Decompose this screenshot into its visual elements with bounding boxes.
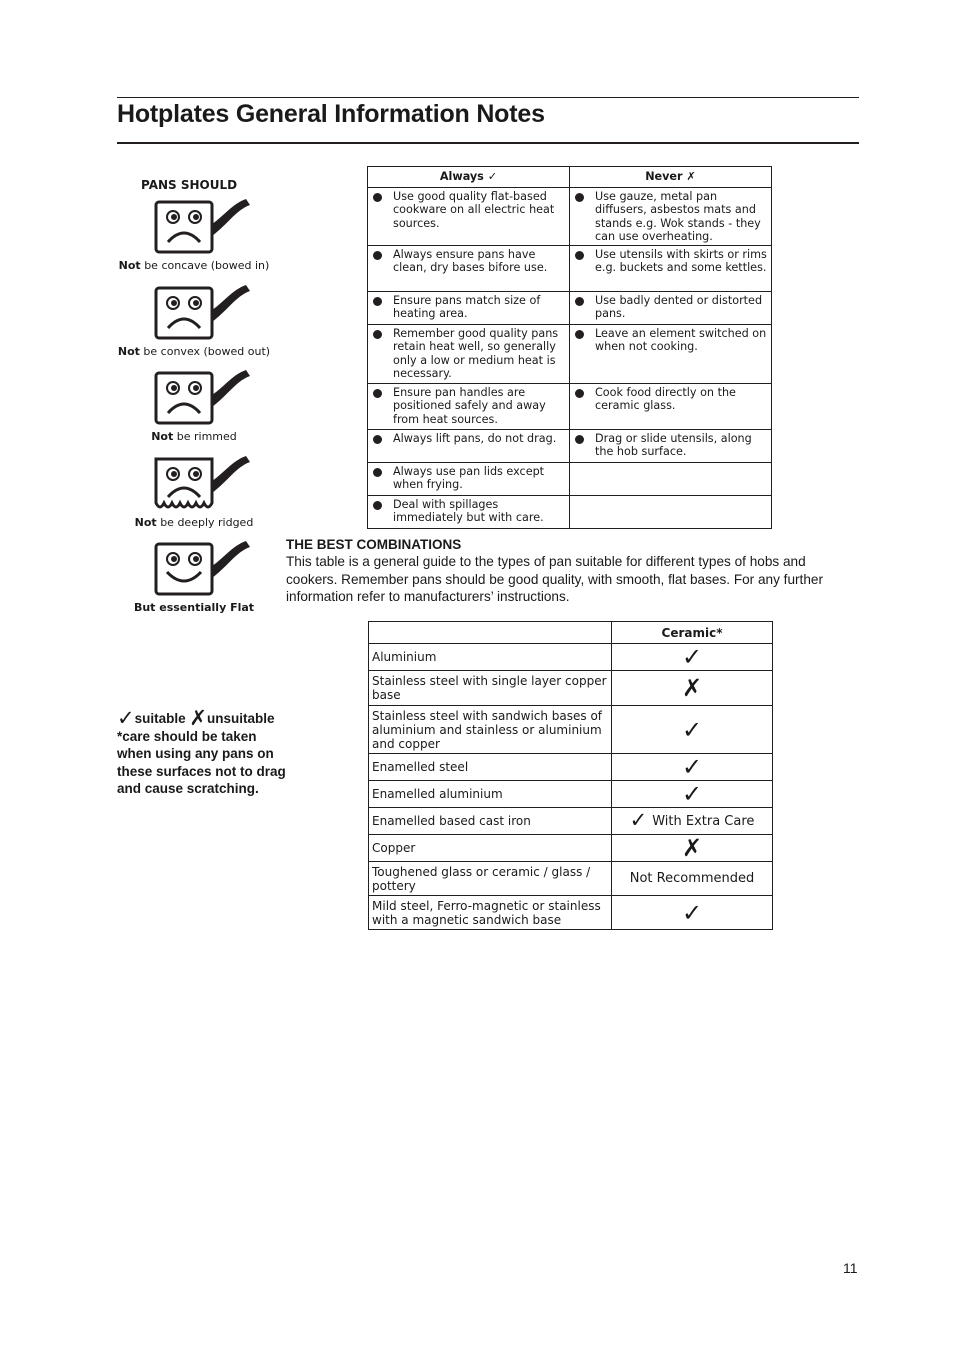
ceramic-note: Not Recommended [629, 870, 755, 886]
never-cell: Leave an element switched on when not cooking. [570, 325, 772, 384]
combinations-body: This table is a general guide to the types of pan suitable for different types of hobs and cookers. Remember pans should be good quality, with smooth, flat bases. For any further information refer to manufacturers’ instructions. [286, 554, 823, 604]
always-cell: Deal with spillages immediately but with care. [368, 496, 570, 529]
ceramic-cell [612, 671, 773, 706]
ceramic-cell [612, 835, 773, 862]
always-never-table [367, 166, 772, 529]
pan-item-rimmed [110, 367, 278, 443]
check-icon: ✓ [629, 808, 648, 832]
table-row [369, 671, 773, 706]
table-row [368, 246, 772, 292]
material-cell: Enamelled based cast iron [369, 808, 612, 835]
pan-caption: Not be concave (bowed in) [118, 259, 270, 272]
pan-item-concave [110, 196, 278, 272]
check-icon: ✓ [681, 753, 703, 781]
ceramic-header: Ceramic* [612, 622, 773, 644]
pan-caption: But essentially Flat [133, 601, 255, 614]
material-cell: Stainless steel with single layer copper base [369, 671, 612, 706]
material-cell: Mild steel, Ferro-magnetic or stainless with a magnetic sandwich base [369, 896, 612, 930]
table-row [369, 754, 773, 781]
ceramic-cell [612, 644, 773, 671]
always-header: Always ✓ [368, 167, 570, 188]
pan-item-flat [110, 538, 278, 614]
check-icon: ✓ [681, 898, 703, 927]
happy-pan-icon [154, 538, 254, 600]
table-row [369, 808, 773, 835]
table-row [368, 188, 772, 246]
table-row [368, 463, 772, 496]
pan-caption: Not be deeply ridged [134, 516, 254, 529]
table-row [369, 644, 773, 671]
top-rule [117, 97, 859, 98]
ceramic-cell [612, 706, 773, 754]
page-number: 11 [843, 1260, 858, 1276]
never-cell [570, 496, 772, 529]
ceramic-cell [612, 781, 773, 808]
unsuitable-cross-icon: ✗ [189, 707, 207, 730]
material-cell: Copper [369, 835, 612, 862]
never-cell: Use gauze, metal pan diffusers, asbestos mats and stands e.g. Wok stands - they can use overheating. [570, 188, 772, 246]
never-cell [570, 463, 772, 496]
always-cell: Always lift pans, do not drag. [368, 430, 570, 463]
always-cell: Always ensure pans have clean, dry bases bifore use. [368, 246, 570, 292]
table-row [368, 430, 772, 463]
table-row [368, 496, 772, 529]
page-title: Hotplates General Information Notes [117, 100, 545, 128]
always-cell: Use good quality flat-based cookware on all electric heat sources. [368, 188, 570, 246]
material-cell: Stainless steel with sandwich bases of aluminium and stainless or aluminium and copper [369, 706, 612, 754]
always-cell: Remember good quality pans retain heat well, so generally only a low or medium heat is necessary. [368, 325, 570, 384]
table-header-row [369, 622, 773, 644]
table-row [369, 862, 773, 896]
combinations-heading: THE BEST COMBINATIONS [286, 537, 462, 552]
material-cell: Enamelled steel [369, 754, 612, 781]
table-row [368, 292, 772, 325]
material-cell: Aluminium [369, 644, 612, 671]
never-cell: Cook food directly on the ceramic glass. [570, 384, 772, 430]
pans-heading: PANS SHOULD [141, 178, 238, 192]
sad-pan-icon [154, 196, 254, 258]
ceramic-cell [612, 896, 773, 930]
never-cell: Use utensils with skirts or rims e.g. buckets and some kettles. [570, 246, 772, 292]
ceramic-note: With Extra Care [652, 814, 755, 829]
table-row [368, 325, 772, 384]
always-cell: Ensure pan handles are positioned safely and away from heat sources. [368, 384, 570, 430]
always-cell: Always use pan lids except when frying. [368, 463, 570, 496]
always-cell: Ensure pans match size of heating area. [368, 292, 570, 325]
sad-pan-icon [154, 367, 254, 429]
table-row [369, 781, 773, 808]
ceramic-cell [612, 862, 773, 896]
ceramic-table [368, 621, 773, 930]
table-row [369, 706, 773, 754]
never-cell: Drag or slide utensils, along the hob surface. [570, 430, 772, 463]
material-cell: Enamelled aluminium [369, 781, 612, 808]
pan-item-ridged [110, 453, 278, 529]
material-header [369, 622, 612, 644]
title-underline [117, 142, 859, 144]
check-icon: ✓ [681, 715, 703, 744]
cross-icon: ✗ [681, 834, 703, 862]
never-header: Never ✗ [570, 167, 772, 188]
sad-pan-icon [154, 282, 254, 344]
suitable-check-icon: ✓ [117, 707, 135, 730]
check-icon: ✓ [681, 643, 703, 671]
ceramic-cell [612, 754, 773, 781]
ceramic-cell [612, 808, 773, 835]
legend [117, 707, 292, 798]
check-icon: ✓ [681, 780, 703, 808]
legend-note: *care should be taken when using any pans on these surfaces not to drag and cause scratching. [117, 728, 286, 797]
table-row [369, 835, 773, 862]
never-cell: Use badly dented or distorted pans. [570, 292, 772, 325]
table-row [369, 896, 773, 930]
cross-icon: ✗ [681, 674, 703, 702]
table-row [368, 384, 772, 430]
legend-suitable-label: suitable [134, 711, 186, 726]
pan-item-convex [110, 282, 278, 358]
pan-caption: Not be convex (bowed out) [117, 345, 271, 358]
material-cell: Toughened glass or ceramic / glass / pottery [369, 862, 612, 896]
pan-caption: Not be rimmed [151, 430, 237, 443]
sad-pan-icon [154, 453, 254, 515]
table-header-row [368, 167, 772, 188]
legend-unsuitable-label: unsuitable [207, 711, 275, 726]
